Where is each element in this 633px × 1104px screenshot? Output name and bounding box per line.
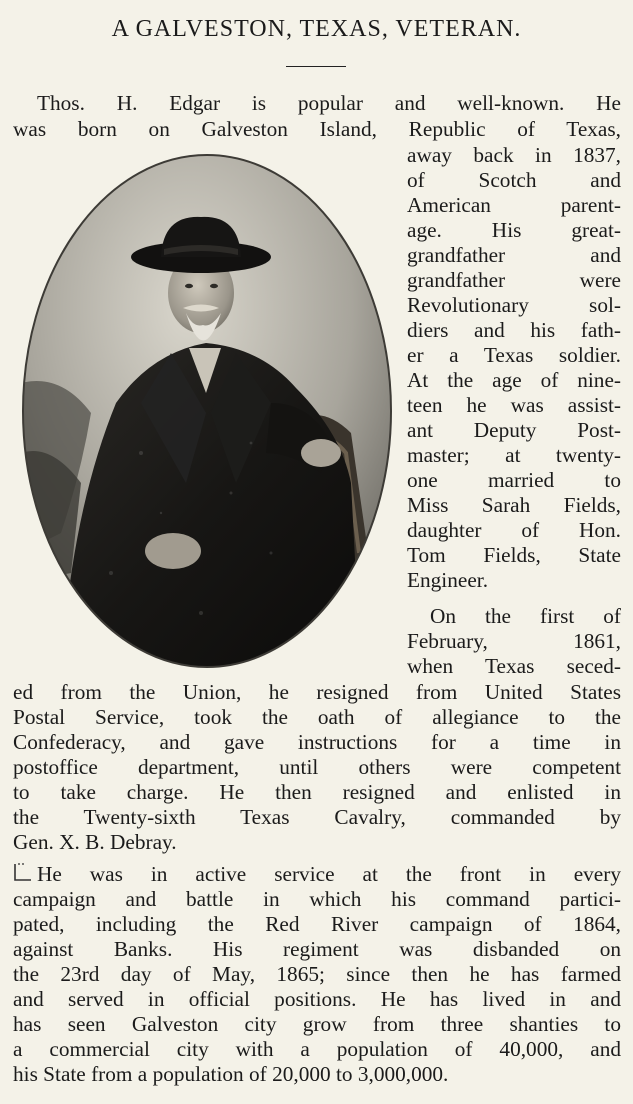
text-line: diers and his fath- xyxy=(407,318,621,342)
text-line: campaign and battle in which his command partici- xyxy=(13,887,621,911)
text-line: has seen Galveston city grow from three shanties to xyxy=(13,1012,621,1036)
text-line: Gen. X. B. Debray. xyxy=(13,830,177,854)
text-line: February, 1861, xyxy=(407,629,621,653)
text-line: and served in official positions. He has lived in and xyxy=(13,987,621,1011)
text-line: American parent- xyxy=(407,193,621,217)
text-line: er a Texas soldier. xyxy=(407,343,621,367)
title-rule xyxy=(286,66,346,67)
text-line: Miss Sarah Fields, xyxy=(407,493,621,517)
text-line: a commercial city with a population of 40,000, and xyxy=(13,1037,621,1061)
text-line: grandfather and xyxy=(407,243,621,267)
portrait-image xyxy=(21,153,393,669)
text-line: of Scotch and xyxy=(407,168,621,192)
text-line: pated, including the Red River campaign of 1864, xyxy=(13,912,621,936)
paragraph-mark-icon xyxy=(12,862,34,882)
text-line: away back in 1837, xyxy=(407,143,621,167)
text-line: On the first of xyxy=(430,604,621,628)
text-line: grandfather were xyxy=(407,268,621,292)
text-line: was born on Galveston Island, Republic of Texas, xyxy=(13,117,621,141)
text-line: Tom Fields, State xyxy=(407,543,621,567)
text-line: the 23rd day of May, 1865; since then he has farmed xyxy=(13,962,621,986)
text-line: his State from a population of 20,000 to 3,000,000. xyxy=(13,1062,449,1086)
text-line: when Texas seced- xyxy=(407,654,621,678)
text-line: ed from the Union, he resigned from United States xyxy=(13,680,621,704)
text-line: the Twenty-sixth Texas Cavalry, commanded by xyxy=(13,805,621,829)
text-line: one married to xyxy=(407,468,621,492)
text-line: Thos. H. Edgar is popular and well-known. He xyxy=(37,91,621,115)
text-line: age. His great- xyxy=(407,218,621,242)
text-line: Postal Service, took the oath of allegiance to the xyxy=(13,705,621,729)
article-title: A GALVESTON, TEXAS, VETERAN. xyxy=(111,16,522,42)
text-line: At the age of nine- xyxy=(407,368,621,392)
text-line: against Banks. His regiment was disbanded on xyxy=(13,937,621,961)
text-line: Engineer. xyxy=(407,568,489,592)
text-line: master; at twenty- xyxy=(407,443,621,467)
text-line: to take charge. He then resigned and enlisted in xyxy=(13,780,621,804)
text-line: postoffice department, until others were competent xyxy=(13,755,621,779)
text-line: Revolutionary sol- xyxy=(407,293,621,317)
portrait-photo xyxy=(21,153,393,669)
text-line: ant Deputy Post- xyxy=(407,418,621,442)
text-line: He was in active service at the front in every xyxy=(37,862,621,886)
text-line: daughter of Hon. xyxy=(407,518,621,542)
text-line: Confederacy, and gave instructions for a time in xyxy=(13,730,621,754)
text-line: teen he was assist- xyxy=(407,393,621,417)
